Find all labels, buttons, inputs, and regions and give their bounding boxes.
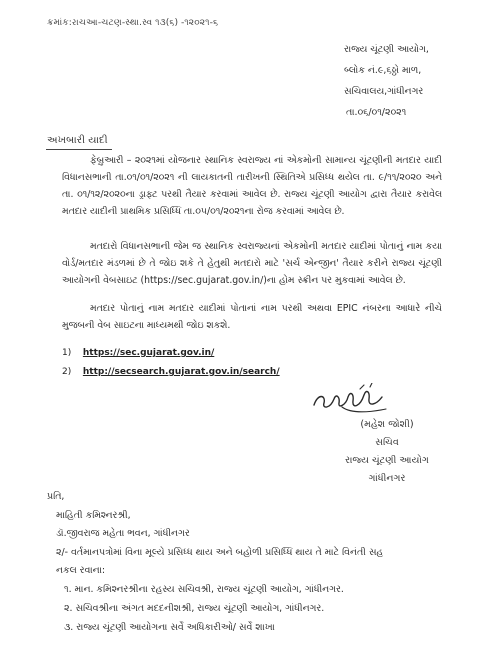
reference-number: ક્રમાંક:રાચઆ-ચટણ-સ્થા.સ્વ ૧૩(૬) -૧૨૦૨૧-૬ (47, 17, 219, 28)
link-item (62, 367, 280, 377)
cc-item: ૩. રાજ્ય ચૂંટણી આયોગના સર્વે અધિકારીઓ/ સર્વે શાખા (64, 622, 275, 633)
recipient-request: ૨/- વર્તમાનપત્રોમાં વિના મૂલ્યે પ્રસિધ્ધ થાય અને બહોળી પ્રસિધ્ધિ થાય તે માટે વિનંતી સહ (56, 547, 384, 558)
letter-date: તા.૦૬/૦૧/૨૦૨૧ (346, 107, 407, 118)
heading-underline (46, 149, 112, 150)
signatory-title: સચિવ (375, 437, 399, 448)
link-number: 1) (62, 348, 72, 358)
link-number: 2) (62, 367, 72, 377)
address-office: રાજ્ય ચૂંટણી આયોગ, (344, 44, 429, 55)
paragraph-search-engine: મતદારો વિધાનસભાની જેમ જ સ્થાનિક સ્વરાજ્યનાં એકમોની મતદાર યાદીમાં પોતાનું નામ કયા વોર્ડ/મતદાર મંડળમાં છે તે જોઇ શકે તે હેતુથી મતદારો માટે 'સર્ચ એન્જીન' તૈયાર કરીને રાજ્ય ચૂંટણી આયોગની વેબસાઇટ (https://sec.gujarat.gov.in/)ના હોમ સ્ક્રીન પર મુકવામાં આવેલ છે. (62, 241, 442, 286)
recipient-prati: પ્રતિ, (47, 491, 65, 502)
paragraph-epic-search: મતદાર પોતાનું નામ મતદાર યાદીમાં પોતાનાં નામ પરથી અથવા EPIC નંબરના આધારે નીચે મુજબની વેબ સાઇટના માધ્યમથી જોઇ શકશે. (62, 303, 442, 331)
sec-website-link[interactable]: https://sec.gujarat.gov.in/ (82, 348, 215, 358)
signatory-place: ગાંધીનગર (368, 473, 406, 484)
signatory-name: (મહેશ જોશી) (360, 419, 414, 430)
signature-image (306, 383, 396, 419)
page-title: અખબારી યાદી (47, 135, 108, 146)
address-city: સચિવાલય,ગાંધીનગર (344, 86, 424, 97)
cc-item: ૧. માન. કમિશ્નરશ્રીના રહસ્ય સચિવશ્રી, રાજ્ય ચૂંટણી આયોગ, ગાંધીનગર. (64, 584, 344, 595)
address-block: બ્લોક નં.૯,૬ઠ્ઠો માળ, (344, 65, 422, 76)
recipient-address: ડૉ.જીવરાજ મહેતા ભવન, ગાંધીનગર (56, 528, 190, 539)
recipient-name: માહિતી કમિશ્નરશ્રી, (56, 510, 131, 521)
recipient-copy-to: નકલ રવાના: (56, 565, 106, 576)
secsearch-website-link[interactable]: http://secsearch.gujarat.gov.in/search/ (82, 367, 280, 377)
link-item (62, 348, 214, 358)
paragraph-voter-list: ફેબ્રુઆરી – ૨૦૨૧માં યોજનાર સ્થાનિક સ્વરાજ્ય નાં એકમોની સામાન્ય ચૂંટણીની મતદાર યાદી વિધાનસભાની તા.૦૧/૦૧/૨૦૨૧ ની લાયકાતની તારીખની સ્થિતિએ પ્રસિધ્ધ થયેલ તા. ૯/૧૧/૨૦૨૦ અને તા. ૦૧/૧૨/૨૦૨૦ના ડ્રાફ્ટ પરથી તૈયાર કરવામાં આવેલ છે. રાજ્ય ચૂંટણી આયોગ દ્વારા તૈયાર કરાવેલ મતદાર યાદીની પ્રાથમિક પ્રસિધ્ધિ તા.૦૫/૦૧/૨૦૨૧ના રોજ કરવામાં આવેલ છે. (62, 155, 442, 217)
signatory-office: રાજ્ય ચૂંટણી આયોગ (345, 455, 429, 466)
cc-item: ૨. સચિવશ્રીના અંગત મદદનીશશ્રી, રાજ્ય ચૂંટણી આયોગ, ગાંધીનગર. (64, 603, 325, 614)
